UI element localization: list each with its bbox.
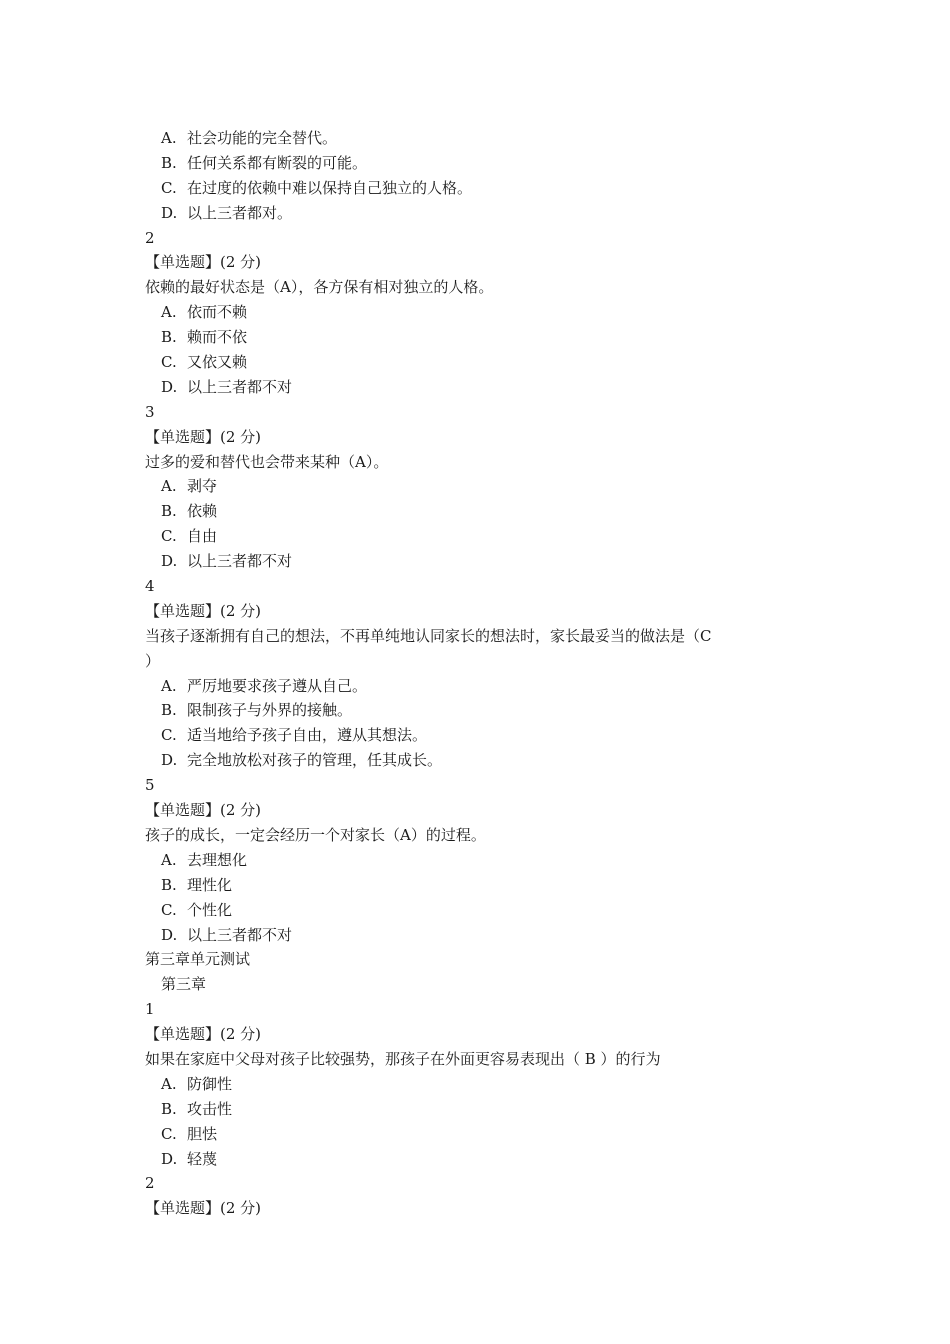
question-type-tag: 【单选题】(2 分): [145, 601, 262, 620]
option-item: [145, 350, 805, 375]
option-item: [145, 723, 805, 748]
option-letter: B.: [161, 153, 177, 172]
option-text: 以上三者都不对: [187, 925, 293, 944]
question-type-tag: 【单选题】(2 分): [145, 427, 262, 446]
question-type-tag: 【单选题】(2 分): [145, 253, 262, 272]
option-letter: B.: [161, 502, 177, 521]
question-number: 5: [145, 776, 155, 795]
option-item: [145, 898, 805, 923]
option-letter: B.: [161, 328, 177, 347]
option-text: 攻击性: [187, 1099, 233, 1118]
option-text: 严厉地要求孩子遵从自己。: [187, 676, 368, 695]
question-number: 2: [145, 228, 155, 247]
option-item: [145, 873, 805, 898]
option-letter: C.: [161, 178, 177, 197]
option-letter: D.: [161, 552, 178, 571]
option-letter: D.: [161, 1149, 178, 1168]
option-text: 自由: [187, 527, 218, 546]
question-stem: 如果在家庭中父母对孩子比较强势，那孩子在外面更容易表现出（ B ）的行为: [145, 1049, 661, 1068]
option-text: 限制孩子与外界的接触。: [187, 701, 353, 720]
option-item: [145, 375, 805, 400]
option-item: [145, 1097, 805, 1122]
option-item: [145, 748, 805, 773]
option-letter: A.: [161, 676, 177, 695]
option-letter: B.: [161, 701, 177, 720]
option-item: [145, 674, 805, 699]
option-item: [145, 1147, 805, 1172]
option-item: [145, 126, 805, 151]
option-text: 个性化: [187, 900, 233, 919]
question-stem: ）: [145, 651, 161, 670]
option-text: 依赖: [187, 502, 218, 521]
option-letter: D.: [161, 925, 178, 944]
option-item: [145, 474, 805, 499]
option-letter: B.: [161, 1099, 177, 1118]
option-letter: A.: [161, 129, 177, 147]
option-text: 依而不赖: [187, 303, 248, 322]
option-item: [145, 524, 805, 549]
option-letter: C.: [161, 900, 177, 919]
option-text: 剥夺: [187, 477, 218, 496]
option-letter: B.: [161, 875, 177, 894]
option-text: 以上三者都对。: [187, 203, 293, 222]
option-text: 轻蔑: [187, 1149, 218, 1168]
option-text: 以上三者都不对: [187, 377, 293, 396]
option-text: 在过度的依赖中难以保持自己独立的人格。: [187, 178, 473, 197]
option-text: 以上三者都不对: [187, 552, 293, 571]
chapter-title: 第三章单元测试: [145, 950, 251, 969]
option-item: [145, 499, 805, 524]
option-letter: D.: [161, 377, 178, 396]
option-item: [145, 325, 805, 350]
option-text: 理性化: [187, 875, 233, 894]
option-item: [145, 201, 805, 226]
option-letter: C.: [161, 527, 177, 546]
chapter-subtitle: 第三章: [161, 975, 207, 994]
question-number: 2: [145, 1174, 155, 1193]
option-item: [145, 176, 805, 201]
option-item: [145, 848, 805, 873]
option-letter: C.: [161, 1124, 177, 1143]
question-stem: 过多的爱和替代也会带来某种（A）。: [145, 452, 389, 471]
question-stem: 孩子的成长，一定会经历一个对家长（A）的过程。: [145, 825, 486, 844]
option-text: 适当地给予孩子自由，遵从其想法。: [187, 726, 428, 745]
option-item: [145, 1072, 805, 1097]
question-number: 3: [145, 402, 155, 421]
option-text: 完全地放松对孩子的管理，任其成长。: [187, 751, 443, 770]
question-number: 1: [145, 1000, 155, 1019]
option-text: 胆怯: [187, 1124, 218, 1143]
option-item: [145, 923, 805, 948]
option-text: 任何关系都有断裂的可能。: [187, 153, 368, 172]
option-letter: C.: [161, 726, 177, 745]
option-item: [145, 151, 805, 176]
question-stem: 当孩子逐渐拥有自己的想法，不再单纯地认同家长的想法时，家长最妥当的做法是（C: [145, 626, 712, 645]
option-item: [145, 1122, 805, 1147]
option-text: 赖而不依: [187, 328, 248, 347]
option-item: [145, 549, 805, 574]
option-letter: A.: [161, 850, 177, 869]
option-letter: C.: [161, 353, 177, 372]
question-stem: 依赖的最好状态是（A），各方保有相对独立的人格。: [145, 278, 494, 297]
quiz-content: [145, 126, 805, 1221]
option-letter: D.: [161, 203, 178, 222]
option-text: 防御性: [187, 1074, 233, 1093]
option-letter: A.: [161, 303, 177, 322]
option-item: [145, 300, 805, 325]
option-item: [145, 698, 805, 723]
option-text: 又依又赖: [187, 353, 248, 372]
option-letter: A.: [161, 1074, 177, 1093]
option-text: 社会功能的完全替代。: [187, 129, 338, 147]
option-letter: D.: [161, 751, 178, 770]
question-type-tag: 【单选题】(2 分): [145, 1025, 262, 1044]
question-type-tag: 【单选题】(2 分): [145, 801, 262, 820]
question-number: 4: [145, 577, 155, 596]
option-letter: A.: [161, 477, 177, 496]
option-text: 去理想化: [187, 850, 248, 869]
question-type-tag: 【单选题】(2 分): [145, 1199, 262, 1218]
